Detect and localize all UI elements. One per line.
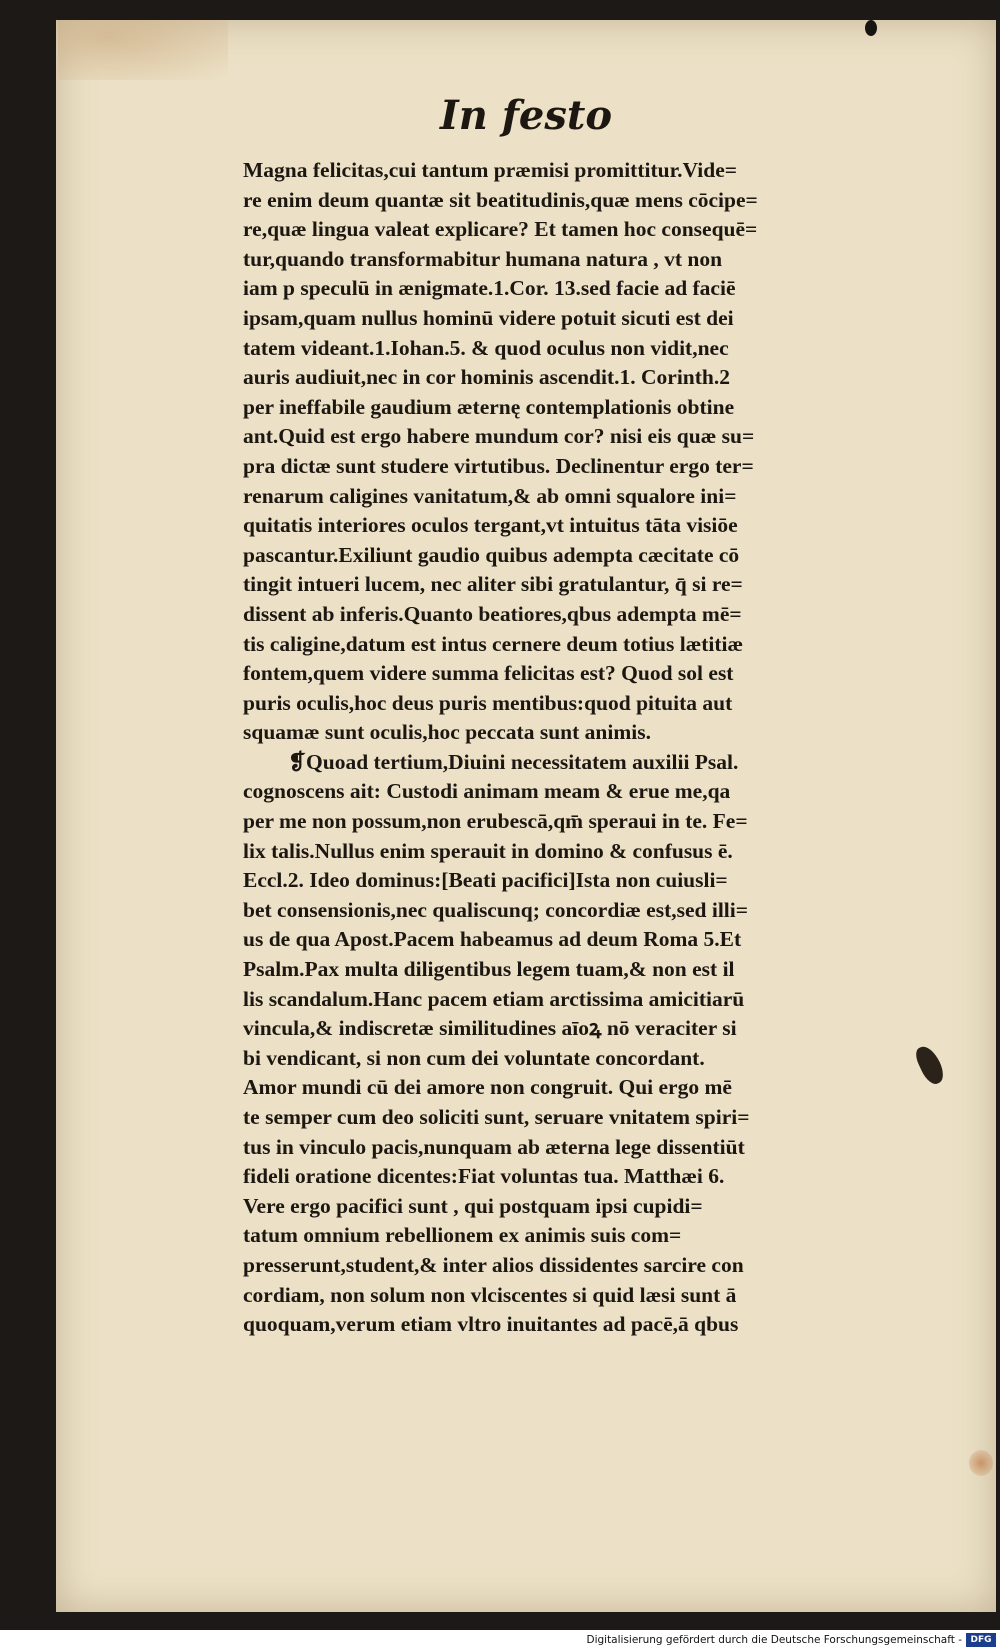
text-line: auris audiuit,nec in cor hominis ascendit.1. Corinth.2 (243, 365, 730, 390)
text-line: pra dictæ sunt studere virtutibus. Declinentur ergo ter= (243, 453, 754, 478)
text-line: bi vendicant, si non cum dei voluntate concordant. (243, 1045, 705, 1070)
paper-stain (58, 20, 228, 80)
text-line: re,quæ lingua valeat explicare? Et tamen hoc consequē= (243, 217, 758, 242)
text-line: tus in vinculo pacis,nunquam ab æterna lege dissentiūt (243, 1134, 745, 1159)
text-line: iam p speculū in ænigmate.1.Cor. 13.sed facie ad faciē (243, 276, 736, 301)
text-line: lix talis.Nullus enim sperauit in domino & confusus ē. (243, 838, 733, 863)
text-line: puris oculis,hoc deus puris mentibus:quod pituita aut (243, 690, 733, 715)
text-line: fideli oratione dicentes:Fiat voluntas tua. Matthæi 6. (243, 1164, 725, 1189)
text-line: Psalm.Pax multa diligentibus legem tuam,& non est il (243, 957, 735, 982)
text-line: ipsam,quam nullus hominū videre potuit sicuti est dei (243, 305, 734, 330)
text-line: Amor mundi cū dei amore non congruit. Qui ergo mē (243, 1075, 732, 1100)
text-line: quoquam,verum etiam vltro inuitantes ad pacē,ā qbus (243, 1312, 739, 1337)
text-line: fontem,quem videre summa felicitas est? Quod sol est (243, 661, 734, 686)
text-line: lis scandalum.Hanc pacem etiam arctissima amicitiarū (243, 986, 745, 1011)
text-line: squamæ sunt oculis,hoc peccata sunt animis. (243, 720, 651, 745)
text-line: vincula,& indiscretæ similitudines aīoꝝ nō veraciter si (243, 1016, 737, 1041)
text-line: tatum omnium rebellionem ex animis suis com= (243, 1223, 682, 1248)
ink-mark (865, 20, 877, 36)
text-line: bet consensionis,nec qualiscunq; concordiæ est,sed illi= (243, 897, 749, 922)
text-line: tingit intueri lucem, nec aliter sibi gratulantur, q̄ si re= (243, 572, 743, 597)
dfg-logo: DFG (966, 1633, 996, 1647)
text-line: Magna felicitas,cui tantum præmisi promittitur.Vide= (243, 158, 737, 182)
text-line: pascantur.Exiliunt gaudio quibus adempta cæcitate cō (243, 542, 740, 567)
text-line: Vere ergo pacifici sunt , qui postquam ipsi cupidi= (243, 1193, 703, 1218)
text-line: tur,quando transformabitur humana natura , vt non (243, 246, 723, 271)
text-line: quitatis interiores oculos tergant,vt intuitus tāta visiōe (243, 513, 738, 538)
text-line: tis caligine,datum est intus cernere deum totius lætitiæ (243, 631, 744, 656)
funding-credit: Digitalisierung gefördert durch die Deutsche Forschungsgemeinschaft - (586, 1634, 962, 1646)
digitization-footer (0, 1630, 1000, 1651)
text-line: dissent ab inferis.Quanto beatiores,qbus adempta mē= (243, 601, 742, 626)
text-line: tatem videant.1.Iohan.5. & quod oculus non vidit,nec (243, 335, 729, 360)
text-line: presserunt,student,& inter alios dissidentes sarcire con (243, 1252, 744, 1277)
text-line: renarum caligines vanitatum,& ab omni squalore ini= (243, 483, 737, 508)
text-line: re enim deum quantæ sit beatitudinis,quæ mens cōcipe= (243, 187, 758, 212)
text-line: cordiam, non solum non vlciscentes si quid læsi sunt ā (243, 1282, 737, 1307)
running-head: In festo (440, 92, 613, 139)
paper-spot (969, 1450, 993, 1476)
text-line: us de qua Apost.Pacem habeamus ad deum Roma 5.Et (243, 927, 742, 952)
text-line: per me non possum,non erubescā,qm̄ speraui in te. Fe= (243, 809, 748, 834)
text-line: ant.Quid est ergo habere mundum cor? nisi eis quæ su= (243, 424, 755, 449)
paragraph-start-line: ❡Quoad tertium,Diuini necessitatem auxilii Psal. (288, 749, 739, 774)
text-line: per ineffabile gaudium æternę contemplationis obtine (243, 394, 735, 419)
text-line: Eccl.2. Ideo dominus:[Beati pacifici]Ista non cuiusli= (243, 868, 728, 893)
text-line: te semper cum deo soliciti sunt, seruare vnitatem spiri= (243, 1105, 750, 1129)
text-line: cognoscens ait: Custodi animam meam & erue me,qa (243, 779, 731, 804)
body-text (243, 156, 915, 1340)
